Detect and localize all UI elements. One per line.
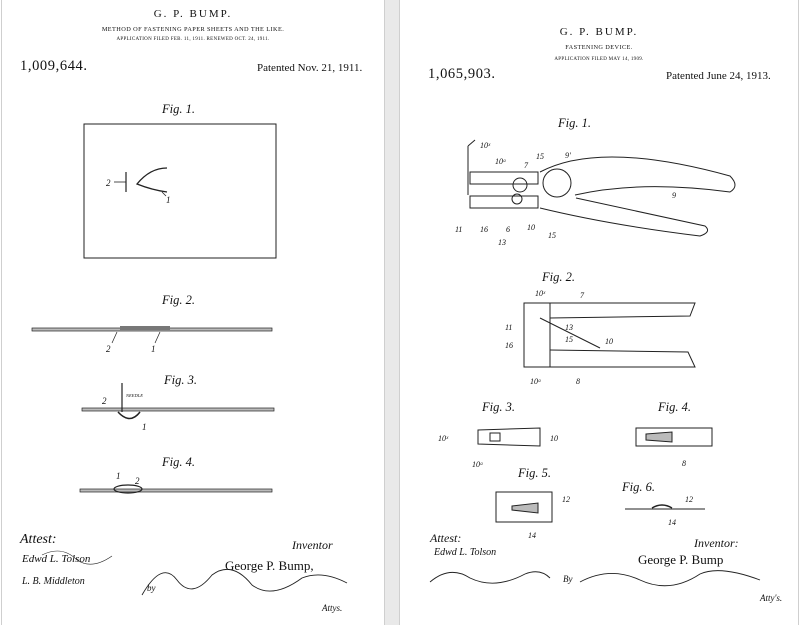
fig-2-label: Fig. 2. <box>542 270 575 284</box>
svg-text:10ˣ: 10ˣ <box>438 434 449 443</box>
svg-text:10ᵃ: 10ᵃ <box>495 157 507 166</box>
left-drawings <box>2 0 384 625</box>
svg-text:10ᵃ: 10ᵃ <box>530 377 542 386</box>
fig-2-drawing <box>32 326 272 354</box>
patent-sheet-right <box>400 0 798 625</box>
inventor-name: George P. Bump <box>638 552 724 567</box>
svg-text:15: 15 <box>565 335 573 344</box>
fig-3-label: Fig. 3. <box>482 400 515 414</box>
application-line: APPLICATION FILED FEB. 11, 1911. RENEWED OCT. 24, 1911. <box>116 37 270 42</box>
svg-text:10ˣ: 10ˣ <box>480 141 491 150</box>
attest-label: Attest: <box>20 532 57 547</box>
svg-text:1: 1 <box>116 471 121 481</box>
fig-2-jaws-drawing <box>505 289 695 386</box>
witness-signature-2: L. B. Middleton <box>22 576 85 587</box>
svg-text:14: 14 <box>668 518 676 527</box>
patent-sheet-left <box>2 0 384 625</box>
svg-text:7: 7 <box>524 161 528 170</box>
fig-3-drawing <box>438 428 558 469</box>
attorneys-prefix: by <box>147 583 156 593</box>
svg-text:1: 1 <box>142 422 147 432</box>
fig-6-label: Fig. 6. <box>622 480 655 494</box>
svg-text:1: 1 <box>151 344 156 354</box>
fig-4-label: Fig. 4. <box>162 455 195 469</box>
fig-6-drawing <box>625 495 705 527</box>
svg-text:8: 8 <box>682 459 686 468</box>
svg-text:9: 9 <box>672 191 676 200</box>
fig-3-label: Fig. 3. <box>164 373 197 387</box>
svg-text:10ᵃ: 10ᵃ <box>472 460 484 469</box>
svg-text:11: 11 <box>455 225 463 234</box>
attorneys-suffix: Atty's. <box>760 593 783 603</box>
needle-label: NEEDLE <box>126 393 144 398</box>
attorney-signature-flourish <box>580 571 760 586</box>
svg-text:14: 14 <box>528 531 536 540</box>
svg-text:2: 2 <box>135 476 140 486</box>
fig-3-drawing <box>82 383 274 432</box>
fig-1-label: Fig. 1. <box>558 116 591 130</box>
svg-text:15: 15 <box>548 231 556 240</box>
fig-1-label: Fig. 1. <box>162 102 195 116</box>
svg-text:12: 12 <box>685 495 693 504</box>
svg-text:12: 12 <box>562 495 570 504</box>
fig-4-drawing <box>636 428 712 468</box>
svg-text:9': 9' <box>565 151 571 160</box>
svg-text:2: 2 <box>102 396 107 406</box>
fig-4-label: Fig. 4. <box>658 400 691 414</box>
inventor-header: G. P. BUMP. <box>559 26 639 38</box>
patent-number: 1,009,644. <box>20 58 88 74</box>
fig-2-label: Fig. 2. <box>162 293 195 307</box>
witness-signature-1: Edwd L. Tolson <box>22 553 91 565</box>
patent-number: 1,065,903. <box>428 66 496 82</box>
attorneys-prefix: By <box>563 574 573 584</box>
fig-1-drawing <box>84 124 276 258</box>
attorneys-suffix: Attys. <box>322 603 343 613</box>
witness-signature-flourish <box>430 572 550 583</box>
fig-5-label: Fig. 5. <box>518 466 551 480</box>
svg-text:16: 16 <box>505 341 513 350</box>
application-line: APPLICATION FILED MAY 14, 1909. <box>554 57 644 62</box>
svg-text:1: 1 <box>166 195 171 205</box>
svg-text:13: 13 <box>498 238 506 247</box>
svg-text:2: 2 <box>106 344 111 354</box>
patent-title: METHOD OF FASTENING PAPER SHEETS AND THE LIKE. <box>101 26 285 33</box>
svg-text:11: 11 <box>505 323 513 332</box>
svg-text:6: 6 <box>506 225 510 234</box>
inventor-label: Inventor: <box>694 536 739 550</box>
patent-title: FASTENING DEVICE. <box>565 44 633 51</box>
inventor-label: Inventor <box>292 538 333 552</box>
svg-text:7: 7 <box>580 291 584 300</box>
fig-1-pliers-drawing <box>455 140 735 247</box>
svg-text:10: 10 <box>550 434 558 443</box>
fig-5-drawing <box>496 492 570 540</box>
patent-date: Patented Nov. 21, 1911. <box>257 62 363 74</box>
svg-text:15: 15 <box>536 152 544 161</box>
inventor-header: G. P. BUMP. <box>153 8 233 20</box>
inventor-name: George P. Bump, <box>225 558 314 573</box>
fig-4-drawing <box>80 471 272 493</box>
svg-text:10: 10 <box>605 337 613 346</box>
svg-text:2: 2 <box>106 178 111 188</box>
svg-text:10: 10 <box>527 223 535 232</box>
svg-text:16: 16 <box>480 225 488 234</box>
attest-label: Attest: <box>430 531 462 545</box>
patent-date: Patented June 24, 1913. <box>666 70 771 82</box>
svg-text:8: 8 <box>576 377 580 386</box>
witness-signature-1: Edwd L. Tolson <box>434 547 497 558</box>
svg-text:13: 13 <box>565 323 573 332</box>
page-gutter <box>384 0 400 625</box>
svg-text:10ˣ: 10ˣ <box>535 289 546 298</box>
